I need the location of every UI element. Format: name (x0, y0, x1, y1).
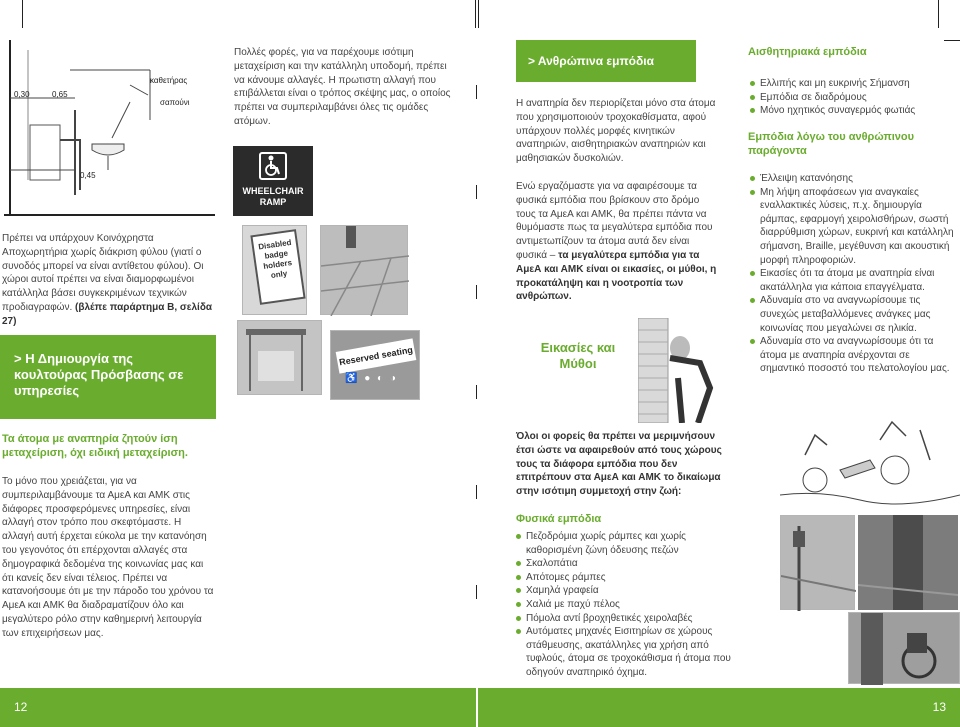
list-item: Ελλιπής και μη ευκρινής Σήμανση (750, 77, 950, 91)
equal-treatment-title: Τα άτομα με αναπηρία ζητούν ίση μεταχείριση, όχι ειδική μεταχείριση. (2, 433, 188, 459)
crop-mark (478, 0, 479, 28)
human-barriers-text-1: Η αναπηρία δεν περιορίζεται μόνο στα άτομα που χρησιμοποιούν τροχοκαθίσματα, αφού υπάρχουν πολλές μορφές κινητικών αναπηριών, αισθητηριακών αναπηριών και μαθησιακών δυσκολιών. (516, 98, 716, 165)
list-item: Χαλιά με παχύ πέλος (516, 598, 731, 612)
equal-treatment-text: Το μόνο που χρειάζεται, για να συμπεριλαμβάνουμε τα ΑμεΑ και ΑΜΚ στις διάφορες προσφερόμενες υπηρεσίες, είναι αλλαγή στον τρόπο που σκεφτόμαστε. Η αλλαγή αυτή έρχεται εύκολα με την κατανόηση του γεγονότος ότι επέρχονται αλλαγές στα δημογραφικά δεδομένα της κοινωνίας μας και ότι κανείς δεν είναι τέλειος. Πρέπει να κατανοήσουμε ότι με την πάροδο του χρόνου τα ΑμεΑ και ΑΜΚ θα διαδραματίζουν όλο και μεγαλύτερο ρόλο στην καθημερινή λειτουργία των επιχειρήσεων μας. (2, 476, 214, 639)
reserved-seating-photo (330, 330, 420, 400)
human-barriers-banner (516, 40, 696, 82)
wheelchair-tree-photo (848, 612, 960, 684)
page-number-left: 12 (14, 700, 28, 714)
accessibility-icons: ♿ ● ◐ ◑ (345, 373, 398, 384)
all-providers-text: Όλοι οι φορείς θα πρέπει να μεριμνήσουν έτσι ώστε να αφαιρεθούν από τους χώρους τους τα διάφορα εμπόδια που δεν επιτρέπουν στα ΑμεΑ και ΑΜΚ το δικαίωμα στην ισότιμη συμμετοχή στην ζωή: (516, 431, 722, 498)
physical-barriers-list (516, 530, 731, 680)
wheelchair-icon (259, 152, 287, 180)
catheter-label: καθετήρας (150, 76, 188, 85)
sensory-barriers-list (750, 77, 950, 118)
crop-mark (22, 0, 23, 28)
tree-pavement-photo (858, 515, 958, 610)
list-item: Πεζοδρόμια χωρίς ράμπες και χωρίς καθορισμένη ζώνη όδευσης πεζών (516, 530, 731, 557)
soap-label: σαπούνι (160, 98, 190, 107)
list-item: Εμπόδια σε διαδρόμους (750, 91, 950, 105)
perception-barriers-list (750, 172, 955, 376)
list-item: Αδυναμία στο να αναγνωρίσουμε τις συνεχώς μεταβαλλόμενες ανάγκες μας κοινωνίας που μεγαλώνει σε ηλικία. (750, 294, 955, 335)
disabled-badge-sign: Disabled badge holders only (250, 229, 305, 305)
list-item: Εικασίες ότι τα άτομα με αναπηρία είναι ακατάλληλα για κάποια επαγγέλματα. (750, 267, 955, 294)
human-barriers-text-2-normal: Ενώ εργαζόμαστε για να αφαιρέσουμε τα φυσικά εμπόδια που βρίσκουν στο δρόμο τους τα ΑμεΑ και ΑΜΚ, θα πρέπει πάντα να θυμόμαστε πως τα μεγαλύτερα εμπόδια που αντιμετωπίζουν τα άτομα αυτά δεν είναι φυσικά – (516, 181, 713, 261)
wheelchair-ramp-photo (233, 146, 313, 216)
human-barriers-title: > Ανθρώπινα εμπόδια (528, 54, 654, 68)
toilet-drawing-svg (0, 40, 215, 218)
toilet-technical-drawing (0, 40, 215, 218)
wheelchair-ramp-sign: WHEELCHAIR RAMP (242, 186, 304, 207)
crop-mark (475, 0, 476, 28)
crop-mark (476, 185, 477, 199)
dimension-label: 0,45 (80, 171, 96, 180)
disabled-badge-photo (242, 225, 307, 315)
right-footer (478, 688, 960, 727)
list-item: Αδυναμία στο να αναγνωρίσουμε ότι τα άτομα με αναπηρία ανέρχονται σε σημαντικό ποσοστό του πελατολογίου μας. (750, 335, 955, 376)
crop-mark (476, 585, 477, 599)
toilet-text: Πρέπει να υπάρχουν Κοινόχρηστα Αποχωρητήρια χωρίς διάκριση φύλου (γιατί ο συνοδός μπορεί να είναι αντίθετου φύλου). Οι χώροι αυτοί πρέπει να είναι διαμορφωμένοι κατάλληλα βάσει συγκεκριμένων τεχνικών προδιαγραφών. (2, 233, 204, 313)
culture-access-banner (0, 335, 216, 419)
crop-mark (476, 485, 477, 499)
crop-mark (944, 40, 960, 41)
list-item: Απότομες ράμπες (516, 571, 731, 585)
list-item: Αυτόματες μηχανές Εισιτηρίων σε χώρους στάθμευσης, ακατάλληλες για χρήση από τυφλούς, άτομα σε τροχοκάθισμα ή άτομα που οδηγούν αναπηρικό όχημα. (516, 625, 731, 679)
dimension-label: 0,30 (14, 90, 30, 99)
street-obstacle-photo (780, 515, 855, 610)
list-item: Πόμολα αντί βροχηθετικές χειρολαβές (516, 612, 731, 626)
culture-access-title: > Η Δημιουργία της κουλτούρας Πρόσβασης σε υπηρεσίες (14, 351, 184, 398)
left-footer (0, 688, 476, 727)
bus-stop-photo (237, 320, 322, 395)
intro-paragraph: Πολλές φορές, για να παρέχουμε ισότιμη μεταχείριση και την κατάλληλη υποδομή, πρέπει να κάνουμε αλλαγές. Η πρωτιστη αλλαγή που επιβάλλεται είναι ο τρόπος σκέψης μας, ο οποίος πρέπει να συμπεριλαμβάνει όλες τις ομάδες ατόμων. (234, 47, 451, 127)
crop-mark (476, 285, 477, 299)
cracked-pavement-photo (320, 225, 408, 315)
list-item: Μόνο ηχητικός συναγερμός φωτιάς (750, 104, 950, 118)
human-barriers-text-2 (516, 180, 721, 304)
crop-mark (938, 0, 939, 28)
list-item: Χαμηλά γραφεία (516, 584, 731, 598)
page-number-right: 13 (932, 700, 946, 714)
physical-barriers-title: Φυσικά εμπόδια (516, 513, 602, 525)
perception-barriers-title: Εμπόδια λόγω του ανθρώπινου παράγοντα (748, 131, 915, 157)
list-item: Σκαλοπάτια (516, 557, 731, 571)
crop-mark (476, 85, 477, 99)
crop-mark (476, 385, 477, 399)
wheelchair-cartoon-illustration (780, 400, 960, 508)
toilet-reference: (βλέπε παράρτημα Β, σελίδα 27) (2, 301, 213, 327)
reserved-seating-sign: Reserved seating (336, 338, 417, 373)
sensory-barriers-title: Αισθητηριακά εμπόδια (748, 46, 867, 58)
brick-wall-illustration (638, 318, 720, 423)
list-item: Μη λήψη αποφάσεων για αναγκαίες εναλλακτικές λύσεις, π.χ. δημιουργία ράμπας, εφαρμογή χειρολισθήρων, σωστή διαρρύθμιση χώρων, ευκρινή και κατάλληλη σήμανση, Braille, μεγέθυνση και ακουστική μορφή πληροφοριών. (750, 186, 955, 268)
human-barriers-text-2-bold: τα μεγαλύτερα εμπόδια για τα ΑμεΑ και ΑΜΚ είναι οι εικασίες, οι μύθοι, η προκατάληψη και η νοοτροπία των ανθρώπων. (516, 249, 717, 303)
myths-label: Εικασίες και Μύθοι (540, 340, 616, 371)
toilet-paragraph (2, 232, 214, 329)
list-item: Έλλειψη κατανόησης (750, 172, 955, 186)
dimension-label: 0,65 (52, 90, 68, 99)
